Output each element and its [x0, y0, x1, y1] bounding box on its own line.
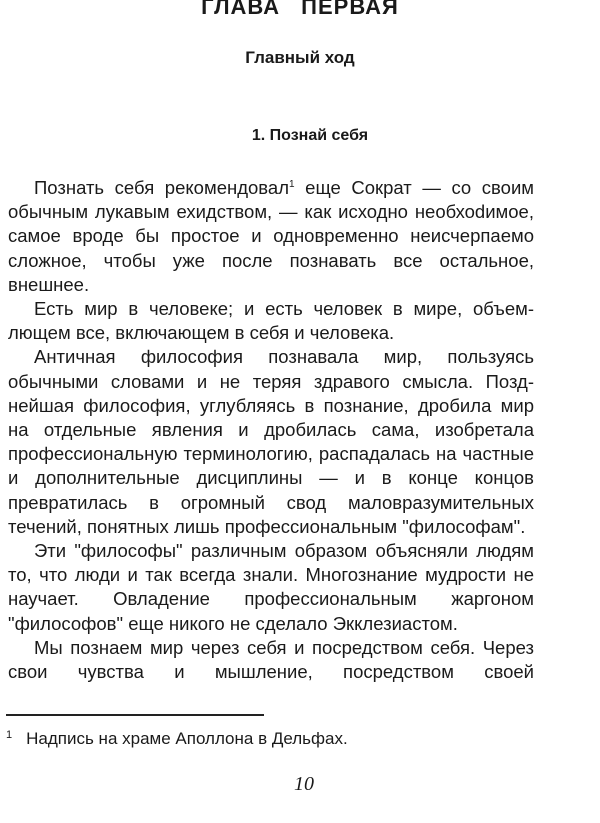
- page-number: 10: [294, 773, 314, 795]
- footnote-number: 1: [6, 729, 13, 741]
- section-title: Главный ход: [245, 48, 355, 67]
- subsection-title: 1. Познай себя: [251, 127, 369, 144]
- footnote: [6, 728, 566, 750]
- paragraph-1-start: Познать себя рекомендовал: [34, 177, 289, 198]
- paragraph-2: Есть мир в человеке; и есть человек в мире, объемлющем все, включающем в себя и человека.: [8, 298, 534, 344]
- paragraph-1-rest: еще Сократ — со своим обычным лукавым ехидством, — как исходно необхоdимое, самое вроде бы простое и одновременно неисчерпаемо сложное, чтобы уже после познавать все остальное, внешнее.: [8, 177, 534, 295]
- paragraph-3: Античная философия познавала мир, пользуясь обычными словами и не теряя здравого смысла. Позднейшая философия, углубляясь в познание, дробила мир на отдельные явления и дробилась сама, изобретала профессиональную терминологию, распадалась на частные и дополнительные дисциплины — и в конце концов превратилась в огромный свод маловразумительных течений, понятных лишь профессиональным "философам".: [8, 346, 534, 537]
- paragraph-5: Мы познаем мир через себя и посредством себя. Через свои чувства и мышление, посредством своей: [8, 636, 534, 683]
- footnote-text: Надпись на храме Аполлона в Дельфах.: [26, 729, 348, 748]
- paragraph-1: [8, 176, 534, 297]
- footnote-divider: [6, 714, 264, 716]
- paragraph-4: Эти "философы" различным образом объясняли людям то, что люди и так всегда знали. Многознание мудрости не научает. Овладение профессиональным жаргоном "философов" еще никого не сделало Экклезиастом.: [8, 540, 534, 634]
- body-text: [8, 176, 534, 684]
- footnote-reference: 1: [289, 179, 295, 190]
- chapter-title: ГЛАВА ПЕРВАЯ: [201, 0, 399, 19]
